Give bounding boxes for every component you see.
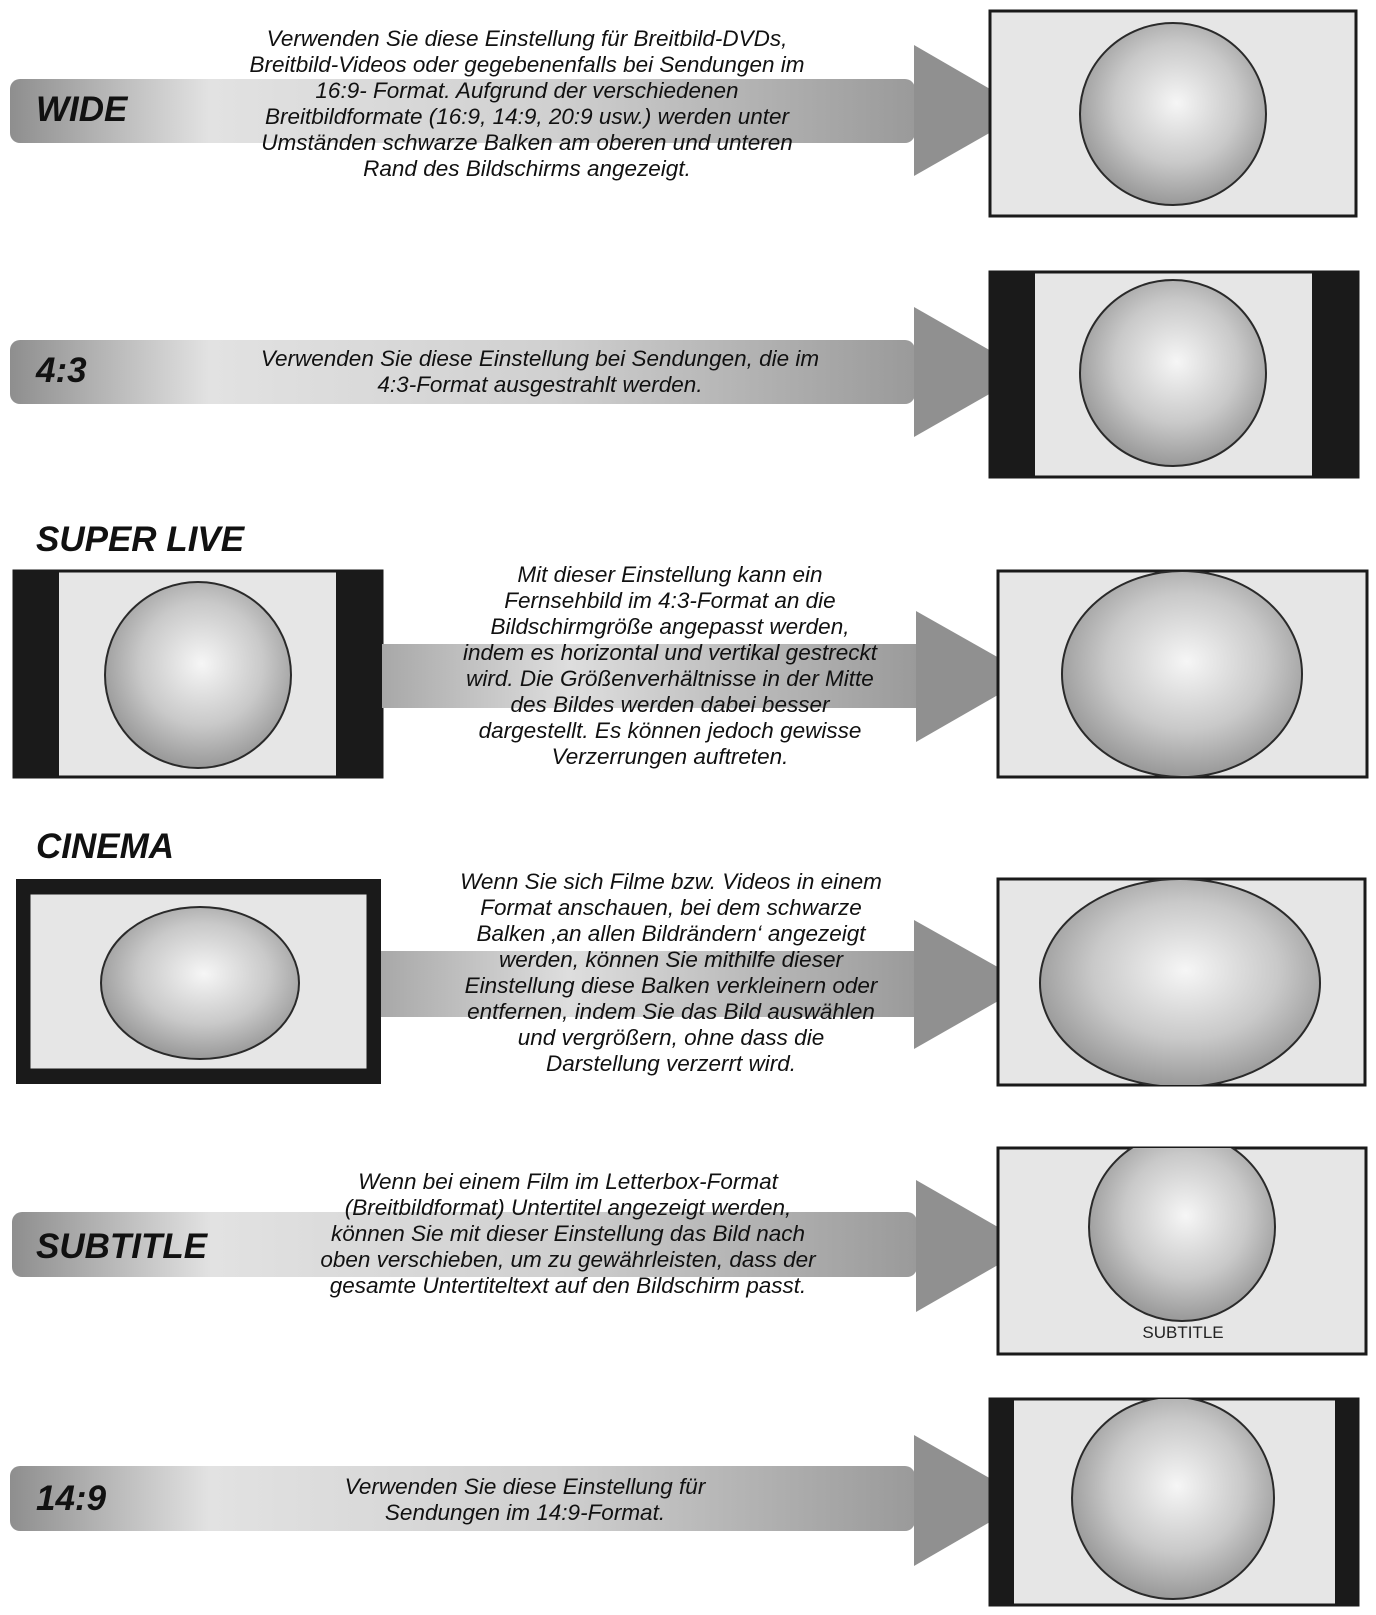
ratio-4-3-description: Verwenden Sie diese Einstellung bei Sendungen, die im 4:3-Format ausgestrahlt werden. bbox=[260, 346, 820, 397]
super-live-input-screen bbox=[14, 571, 382, 777]
wide-picture-circle bbox=[1080, 23, 1266, 205]
cinema-description: Wenn Sie sich Filme bzw. Videos in einem Format anschauen, bei dem schwarze Balken ‚an allen Bildrändern‘ angezeigt werden, können Sie mithilfe dieser Einstellung diese Balken verkleinern oder entfernen, indem Sie das Bild auswählen und vergrößern, ohne dass die Darstellung verzerrt wird. bbox=[460, 869, 882, 1076]
ratio-14-9-picture-circle bbox=[1072, 1397, 1274, 1599]
wide-label: WIDE bbox=[36, 90, 128, 129]
super-live-label: SUPER LIVE bbox=[36, 520, 245, 559]
ratio-4-3-left-bar bbox=[990, 272, 1035, 477]
ratio-4-3-right-bar bbox=[1312, 272, 1358, 477]
super-live-output-ellipse bbox=[1062, 571, 1302, 777]
cinema-output-ellipse bbox=[1040, 879, 1320, 1087]
ratio-14-9-output-screen bbox=[990, 1397, 1358, 1605]
cinema-input-screen bbox=[16, 879, 381, 1084]
super-live-output-screen bbox=[998, 571, 1367, 777]
subtitle-screen-caption: SUBTITLE bbox=[1142, 1323, 1224, 1342]
ratio-14-9-label: 14:9 bbox=[36, 1479, 107, 1518]
subtitle-output-screen bbox=[998, 1133, 1366, 1354]
ratio-14-9-description: Verwenden Sie diese Einstellung für Sendungen im 14:9-Format. bbox=[344, 1474, 706, 1525]
super-live-input-circle bbox=[105, 582, 291, 768]
cinema-label: CINEMA bbox=[36, 827, 175, 866]
ratio-14-9-right-bar bbox=[1335, 1399, 1358, 1605]
super-live-left-bar bbox=[14, 571, 59, 777]
ratio-4-3-picture-circle bbox=[1080, 280, 1266, 466]
subtitle-label: SUBTITLE bbox=[36, 1227, 208, 1266]
wide-output-screen bbox=[990, 11, 1356, 216]
cinema-input-ellipse bbox=[101, 907, 299, 1059]
subtitle-description: Wenn bei einem Film im Letterbox-Format (Breitbildformat) Untertitel angezeigt werden, können Sie mit dieser Einstellung das Bild nach oben verschieben, um zu gewährleisten, dass der gesamte Untertiteltext auf den Bildschirm passt. bbox=[320, 1169, 816, 1298]
wide-description: Verwenden Sie diese Einstellung für Breitbild-DVDs, Breitbild-Videos oder gegebenenfalls bei Sendungen im 16:9- Format. Aufgrund der verschiedenen Breitbildformate (16:9, 14:9, 20:9 usw.) werden unter Umständen schwarze Balken am oberen und unteren Rand des Bildschirms angezeigt. bbox=[249, 26, 805, 181]
cinema-output-screen bbox=[998, 879, 1365, 1087]
subtitle-picture-circle bbox=[1089, 1133, 1275, 1321]
ratio-14-9-left-bar bbox=[990, 1399, 1014, 1605]
ratio-4-3-output-screen bbox=[990, 272, 1358, 477]
super-live-right-bar bbox=[336, 571, 382, 777]
ratio-4-3-label: 4:3 bbox=[36, 351, 87, 390]
super-live-description: Mit dieser Einstellung kann ein Fernsehbild im 4:3-Format an die Bildschirmgröße angepasst werden, indem es horizontal und vertikal gestreckt wird. Die Größenverhältnisse in der Mitte des Bildes werden dabei besser dargestellt. Es können jedoch gewisse Verzerrungen auftreten. bbox=[463, 562, 877, 769]
